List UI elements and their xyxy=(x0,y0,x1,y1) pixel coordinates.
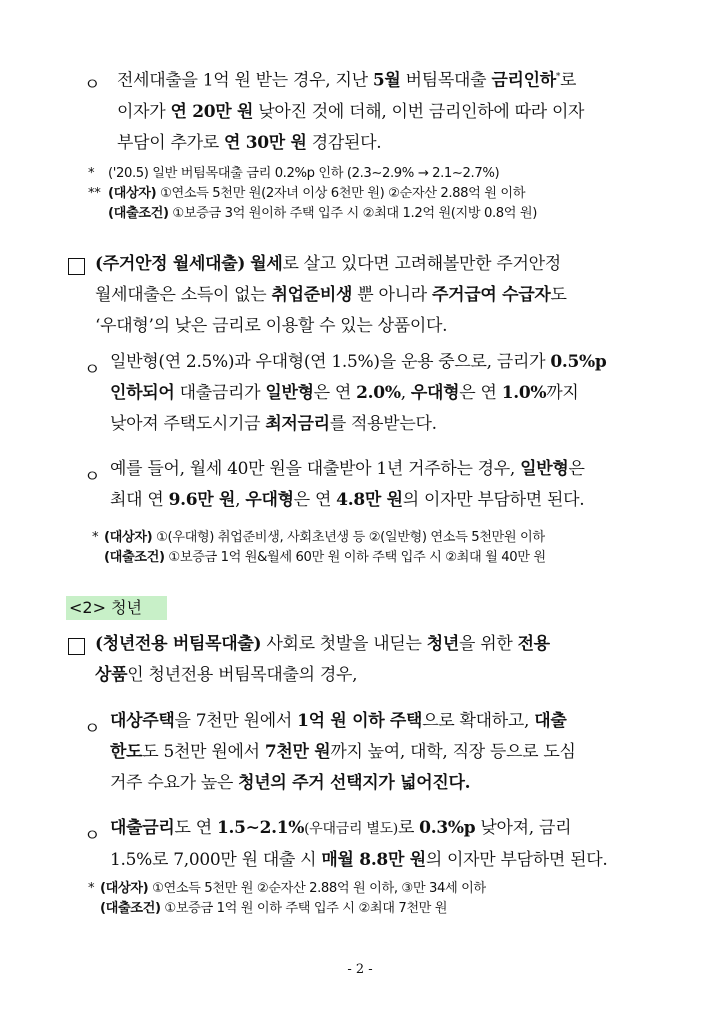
paragraph-youth-loan xyxy=(95,629,655,691)
bullet-marker: ㅇ xyxy=(84,360,101,380)
note-line: * ('20.5) 일반 버팀목대출 금리 0.2%p 인하 (2.3∼2.9% → 2.1∼2.7%) xyxy=(88,166,500,181)
paragraph-monthly-rent-loan xyxy=(95,249,655,342)
text-line: 거주 수요가 높은 청년의 주거 선택지가 넓어진다. xyxy=(110,773,471,793)
note-line: (대출조건) ①보증금 1억 원&월세 60만 원 이하 주택 입주 시 ②최대 월 40만 원 xyxy=(104,550,546,565)
bullet-marker: ㅇ xyxy=(84,826,101,846)
bullet-marker: ㅇ xyxy=(84,719,101,739)
text-line: ‘우대형’의 낮은 금리로 이용할 수 있는 상품이다. xyxy=(95,316,448,336)
text-line: (청년전용 버팀목대출) 사회로 첫발을 내딛는 청년을 위한 전용 xyxy=(95,634,550,654)
text-line: (주거안정 월세대출) 월세로 살고 있다면 고려해볼만한 주거안정 xyxy=(95,254,561,274)
paragraph-target-housing xyxy=(110,706,655,799)
paragraph-jeonse-loan xyxy=(117,62,657,159)
text-line: 대상주택을 7천만 원에서 1억 원 이하 주택으로 확대하고, 대출 xyxy=(110,711,567,731)
text-line: 낮아져 주택도시기금 최저금리를 적용받는다. xyxy=(110,414,437,434)
text-line: 1.5%로 7,000만 원 대출 시 매월 8.8만 원의 이자만 부담하면 된다. xyxy=(110,850,608,870)
text-line: 인하되어 대출금리가 일반형은 연 2.0%, 우대형은 연 1.0%까지 xyxy=(110,383,579,403)
note-line: * (대상자) ①(우대형) 취업준비생, 사회초년생 등 ②(일반형) 연소득 5천만원 이하 xyxy=(92,530,545,545)
footnote-jeonse xyxy=(88,164,537,224)
checkbox-square-icon xyxy=(68,258,85,275)
text-line: 한도도 5천만 원에서 7천만 원까지 높여, 대학, 직장 등으로 도심 xyxy=(110,742,576,762)
checkbox-square-icon xyxy=(68,638,85,655)
note-line: ** (대상자) ①연소득 5천만 원(2자녀 이상 6천만 원) ②순자산 2.88억 원 이하 xyxy=(88,186,526,201)
text-line: 월세대출은 소득이 없는 취업준비생 뿐 아니라 주거급여 수급자도 xyxy=(95,285,567,305)
bullet-marker: ㅇ xyxy=(84,467,101,487)
paragraph-example xyxy=(110,454,655,516)
paragraph-youth-rate xyxy=(110,813,655,876)
text-line: 대출금리도 연 1.5∼2.1%(우대금리 별도)로 0.3%p 낮아져, 금리 xyxy=(110,818,572,838)
bullet-marker: ㅇ xyxy=(84,75,101,95)
text-line: 전세대출을 1억 원 받는 경우, 지난 5월 버팀목대출 금리인하*로 xyxy=(117,70,577,91)
text-line: 최대 연 9.6만 원, 우대형은 연 4.8만 원의 이자만 부담하면 된다. xyxy=(110,490,585,510)
page-number: - 2 - xyxy=(347,962,373,977)
note-line: (대출조건) ①보증금 1억 원 이하 주택 입주 시 ②최대 7천만 원 xyxy=(100,901,448,916)
note-line: (대출조건) ①보증금 3억 원이하 주택 입주 시 ②최대 1.2억 원(지방 0.8억 원) xyxy=(108,206,537,221)
text-line: 상품인 청년전용 버팀목대출의 경우, xyxy=(95,665,358,685)
paragraph-rate-cut xyxy=(110,347,655,440)
text-line: 이자가 연 20만 원 낮아진 것에 더해, 이번 금리인하에 따라 이자 xyxy=(117,101,585,122)
text-line: 일반형(연 2.5%)과 우대형(연 1.5%)을 운용 중으로, 금리가 0.5%p xyxy=(110,352,607,372)
note-line: * (대상자) ①연소득 5천만 원 ②순자산 2.88억 원 이하, ③만 34세 이하 xyxy=(88,881,486,896)
footnote-monthly-rent xyxy=(92,528,546,568)
text-line: 부담이 추가로 연 30만 원 경감된다. xyxy=(117,132,382,153)
footnote-youth xyxy=(88,879,486,919)
text-line: 예를 들어, 월세 40만 원을 대출받아 1년 거주하는 경우, 일반형은 xyxy=(110,459,585,479)
section-heading-youth: <2> 청년 xyxy=(66,596,167,620)
